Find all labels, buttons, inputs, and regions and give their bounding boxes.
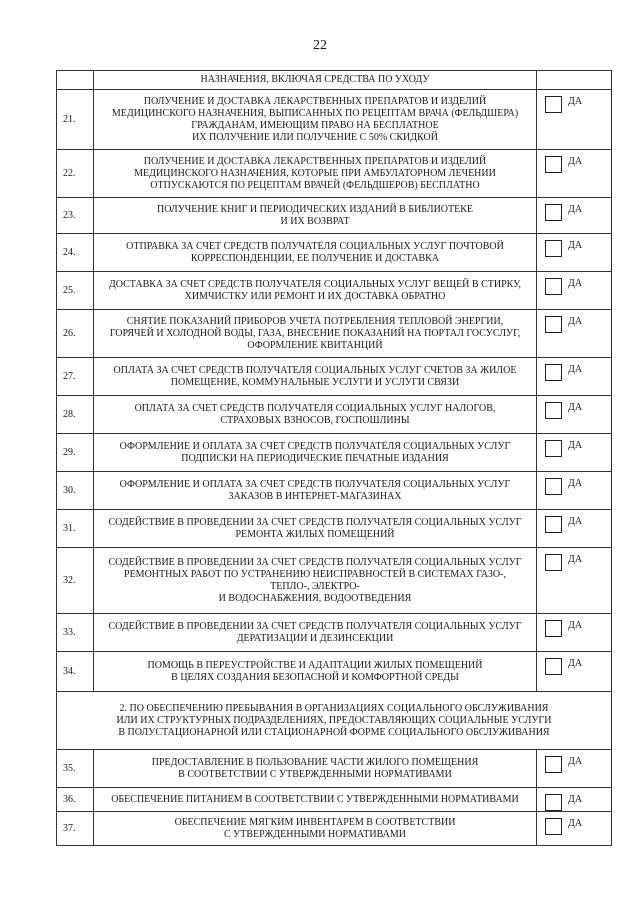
checkbox-cell [537,750,612,788]
table-row [57,150,612,198]
section-2-heading: 2. ПО ОБЕСПЕЧЕНИЮ ПРЕБЫВАНИЯ В ОРГАНИЗАЦИЯХ СОЦИАЛЬНОГО ОБСЛУЖИВАНИЯ ИЛИ ИХ СТРУКТУРНЫХ ПОДРАЗДЕЛЕНИЯХ, ПРЕДОСТАВЛЯЮЩИХ СОЦИАЛЬНЫЕ УСЛУГИ В ПОЛУСТАЦИОНАРНОЙ ИЛИ СТАЦИОНАРНОЙ ФОРМЕ СОЦИАЛЬНОГО ОБСЛУЖИВАНИЯ [57,692,612,750]
yes-option[interactable] [537,794,611,811]
yes-label: ДА [568,818,583,829]
rows-body-2 [57,750,612,846]
yes-label: ДА [568,278,583,289]
checkbox-cell [537,472,612,510]
yes-checkbox[interactable] [545,204,562,221]
row-number: 29. [57,434,94,472]
yes-label: ДА [568,364,583,375]
checkbox-cell [537,510,612,548]
yes-checkbox[interactable] [545,620,562,637]
yes-option[interactable] [537,818,611,835]
row-service-text: ПОЛУЧЕНИЕ И ДОСТАВКА ЛЕКАРСТВЕННЫХ ПРЕПАРАТОВ И ИЗДЕЛИЙ МЕДИЦИНСКОГО НАЗНАЧЕНИЯ, КОТОРЫЕ ПРИ АМБУЛАТОРНОМ ЛЕЧЕНИИ ОТПУСКАЮТСЯ ПО РЕЦЕПТАМ ВРАЧЕЙ (ФЕЛЬДШЕРОВ) БЕСПЛАТНО [94,150,537,198]
row-number: 37. [57,812,94,846]
yes-label: ДА [568,96,583,107]
row-service-text: ОБЕСПЕЧЕНИЕ МЯГКИМ ИНВЕНТАРЕМ В СООТВЕТСТВИИ С УТВЕРЖДЕННЫМИ НОРМАТИВАМИ [94,812,537,846]
yes-label: ДА [568,756,583,767]
yes-option[interactable] [537,364,611,381]
row-number: 24. [57,234,94,272]
checkbox-cell [537,548,612,614]
yes-checkbox[interactable] [545,278,562,295]
table-row [57,198,612,234]
row-service-text: ПОМОЩЬ В ПЕРЕУСТРОЙСТВЕ И АДАПТАЦИИ ЖИЛЫХ ПОМЕЩЕНИЙ В ЦЕЛЯХ СОЗДАНИЯ БЕЗОПАСНОЙ И КОМФОРТНОЙ СРЕДЫ [94,652,537,692]
table-row [57,358,612,396]
table-row-header [57,71,612,90]
checkbox-cell [537,652,612,692]
yes-option[interactable] [537,756,611,773]
yes-option[interactable] [537,278,611,295]
yes-label: ДА [568,316,583,327]
row-number: 25. [57,272,94,310]
yes-label: ДА [568,516,583,527]
yes-option[interactable] [537,478,611,495]
yes-label: ДА [568,402,583,413]
row-service-text: СОДЕЙСТВИЕ В ПРОВЕДЕНИИ ЗА СЧЕТ СРЕДСТВ ПОЛУЧАТЕЛЯ СОЦИАЛЬНЫХ УСЛУГ ДЕРАТИЗАЦИИ И ДЕЗИНСЕКЦИИ [94,614,537,652]
yes-label: ДА [568,794,583,805]
table-row [57,750,612,788]
yes-option[interactable] [537,658,611,675]
row-service-text: ОФОРМЛЕНИЕ И ОПЛАТА ЗА СЧЕТ СРЕДСТВ ПОЛУЧАТЕЛЯ СОЦИАЛЬНЫХ УСЛУГ ЗАКАЗОВ В ИНТЕРНЕТ-МАГАЗИНАХ [94,472,537,510]
table-row [57,310,612,358]
yes-checkbox[interactable] [545,240,562,257]
row-number: 28. [57,396,94,434]
table-row [57,510,612,548]
yes-checkbox[interactable] [545,440,562,457]
yes-checkbox[interactable] [545,818,562,835]
yes-option[interactable] [537,96,611,113]
yes-checkbox[interactable] [545,316,562,333]
yes-checkbox[interactable] [545,658,562,675]
yes-checkbox[interactable] [545,756,562,773]
yes-label: ДА [568,204,583,215]
yes-checkbox[interactable] [545,96,562,113]
checkbox-cell [537,788,612,812]
table-row [57,812,612,846]
yes-checkbox[interactable] [545,794,562,811]
yes-option[interactable] [537,516,611,533]
row-number: 21. [57,90,94,150]
checkbox-cell [537,234,612,272]
yes-option[interactable] [537,440,611,457]
checkbox-cell [537,358,612,396]
yes-option[interactable] [537,204,611,221]
table-row [57,788,612,812]
table-row [57,90,612,150]
section-row [57,692,612,750]
row-number: 35. [57,750,94,788]
row-service-text: ОФОРМЛЕНИЕ И ОПЛАТА ЗА СЧЕТ СРЕДСТВ ПОЛУЧАТЕЛЯ СОЦИАЛЬНЫХ УСЛУГ ПОДПИСКИ НА ПЕРИОДИЧЕСКИЕ ПЕЧАТНЫЕ ИЗДАНИЯ [94,434,537,472]
yes-label: ДА [568,554,583,565]
yes-option[interactable] [537,240,611,257]
yes-label: ДА [568,658,583,669]
row-number: 23. [57,198,94,234]
yes-label: ДА [568,478,583,489]
yes-option[interactable] [537,554,611,571]
checkbox-cell [537,812,612,846]
row-service-text: СОДЕЙСТВИЕ В ПРОВЕДЕНИИ ЗА СЧЕТ СРЕДСТВ ПОЛУЧАТЕЛЯ СОЦИАЛЬНЫХ УСЛУГ РЕМОНТА ЖИЛЫХ ПОМЕЩЕНИЙ [94,510,537,548]
rows-body [57,90,612,692]
checkbox-cell [537,272,612,310]
yes-checkbox[interactable] [545,516,562,533]
checkbox-cell [537,90,612,150]
checkbox-cell [537,150,612,198]
yes-checkbox[interactable] [545,554,562,571]
row-number: 31. [57,510,94,548]
yes-option[interactable] [537,156,611,173]
yes-checkbox[interactable] [545,402,562,419]
checkbox-cell [537,310,612,358]
table-row [57,472,612,510]
checkbox-cell [537,396,612,434]
row-service-text: ПОЛУЧЕНИЕ И ДОСТАВКА ЛЕКАРСТВЕННЫХ ПРЕПАРАТОВ И ИЗДЕЛИЙ МЕДИЦИНСКОГО НАЗНАЧЕНИЯ, ВЫПИСАННЫХ ПО РЕЦЕПТАМ ВРАЧА (ФЕЛЬДШЕРА) ГРАЖДАНАМ, ИМЕЮЩИМ ПРАВО НА БЕСПЛАТНОЕ ИХ ПОЛУЧЕНИЕ ИЛИ ПОЛУЧЕНИЕ С 50% СКИДКОЙ [94,90,537,150]
row-number: 32. [57,548,94,614]
checkbox-cell [537,71,612,90]
yes-checkbox[interactable] [545,156,562,173]
yes-checkbox[interactable] [545,364,562,381]
yes-option[interactable] [537,316,611,333]
yes-option[interactable] [537,402,611,419]
row-service-text: ОТПРАВКА ЗА СЧЕТ СРЕДСТВ ПОЛУЧАТЕЛЯ СОЦИАЛЬНЫХ УСЛУГ ПОЧТОВОЙ КОРРЕСПОНДЕНЦИИ, ЕЕ ПОЛУЧЕНИЕ И ДОСТАВКА [94,234,537,272]
row-number: 26. [57,310,94,358]
row-service-text: ОПЛАТА ЗА СЧЕТ СРЕДСТВ ПОЛУЧАТЕЛЯ СОЦИАЛЬНЫХ УСЛУГ СЧЕТОВ ЗА ЖИЛОЕ ПОМЕЩЕНИЕ, КОММУНАЛЬНЫЕ УСЛУГИ И УСЛУГИ СВЯЗИ [94,358,537,396]
table-row [57,614,612,652]
checkbox-cell [537,434,612,472]
row-number: 27. [57,358,94,396]
checkbox-cell [537,198,612,234]
row-number-cell [57,71,94,90]
row-service-text: СНЯТИЕ ПОКАЗАНИЙ ПРИБОРОВ УЧЕТА ПОТРЕБЛЕНИЯ ТЕПЛОВОЙ ЭНЕРГИИ, ГОРЯЧЕЙ И ХОЛОДНОЙ ВОДЫ, ГАЗА, ВНЕСЕНИЕ ПОКАЗАНИЙ НА ПОРТАЛ ГОСУСЛУГ, ОФОРМЛЕНИЕ КВИТАНЦИЙ [94,310,537,358]
checkbox-cell [537,614,612,652]
row-header-text: НАЗНАЧЕНИЯ, ВКЛЮЧАЯ СРЕДСТВА ПО УХОДУ [94,71,537,90]
table-row [57,272,612,310]
row-number: 36. [57,788,94,812]
services-table [56,70,612,846]
yes-option[interactable] [537,620,611,637]
page-number: 22 [313,38,327,53]
row-service-text: ОПЛАТА ЗА СЧЕТ СРЕДСТВ ПОЛУЧАТЕЛЯ СОЦИАЛЬНЫХ УСЛУГ НАЛОГОВ, СТРАХОВЫХ ВЗНОСОВ, ГОСПОШЛИНЫ [94,396,537,434]
row-service-text: ДОСТАВКА ЗА СЧЕТ СРЕДСТВ ПОЛУЧАТЕЛЯ СОЦИАЛЬНЫХ УСЛУГ ВЕЩЕЙ В СТИРКУ, ХИМЧИСТКУ ИЛИ РЕМОНТ И ИХ ДОСТАВКА ОБРАТНО [94,272,537,310]
table-row [57,434,612,472]
row-service-text: СОДЕЙСТВИЕ В ПРОВЕДЕНИИ ЗА СЧЕТ СРЕДСТВ ПОЛУЧАТЕЛЯ СОЦИАЛЬНЫХ УСЛУГ РЕМОНТНЫХ РАБОТ ПО УСТРАНЕНИЮ НЕИСПРАВНОСТЕЙ В СИСТЕМАХ ГАЗО-, ТЕПЛО-, ЭЛЕКТРО- И ВОДОСНАБЖЕНИЯ, ВОДООТВЕДЕНИЯ [94,548,537,614]
row-number: 33. [57,614,94,652]
yes-label: ДА [568,156,583,167]
table-row [57,548,612,614]
table-row [57,652,612,692]
row-number: 30. [57,472,94,510]
row-service-text: ПОЛУЧЕНИЕ КНИГ И ПЕРИОДИЧЕСКИХ ИЗДАНИЙ В БИБЛИОТЕКЕ И ИХ ВОЗВРАТ [94,198,537,234]
table-row [57,396,612,434]
row-service-text: ОБЕСПЕЧЕНИЕ ПИТАНИЕМ В СООТВЕТСТВИИ С УТВЕРЖДЕННЫМИ НОРМАТИВАМИ [94,788,537,812]
row-number: 22. [57,150,94,198]
yes-label: ДА [568,240,583,251]
table-row [57,234,612,272]
row-service-text: ПРЕДОСТАВЛЕНИЕ В ПОЛЬЗОВАНИЕ ЧАСТИ ЖИЛОГО ПОМЕЩЕНИЯ В СООТВЕТСТВИИ С УТВЕРЖДЕННЫМИ НОРМАТИВАМИ [94,750,537,788]
row-number: 34. [57,652,94,692]
yes-label: ДА [568,440,583,451]
yes-checkbox[interactable] [545,478,562,495]
yes-label: ДА [568,620,583,631]
